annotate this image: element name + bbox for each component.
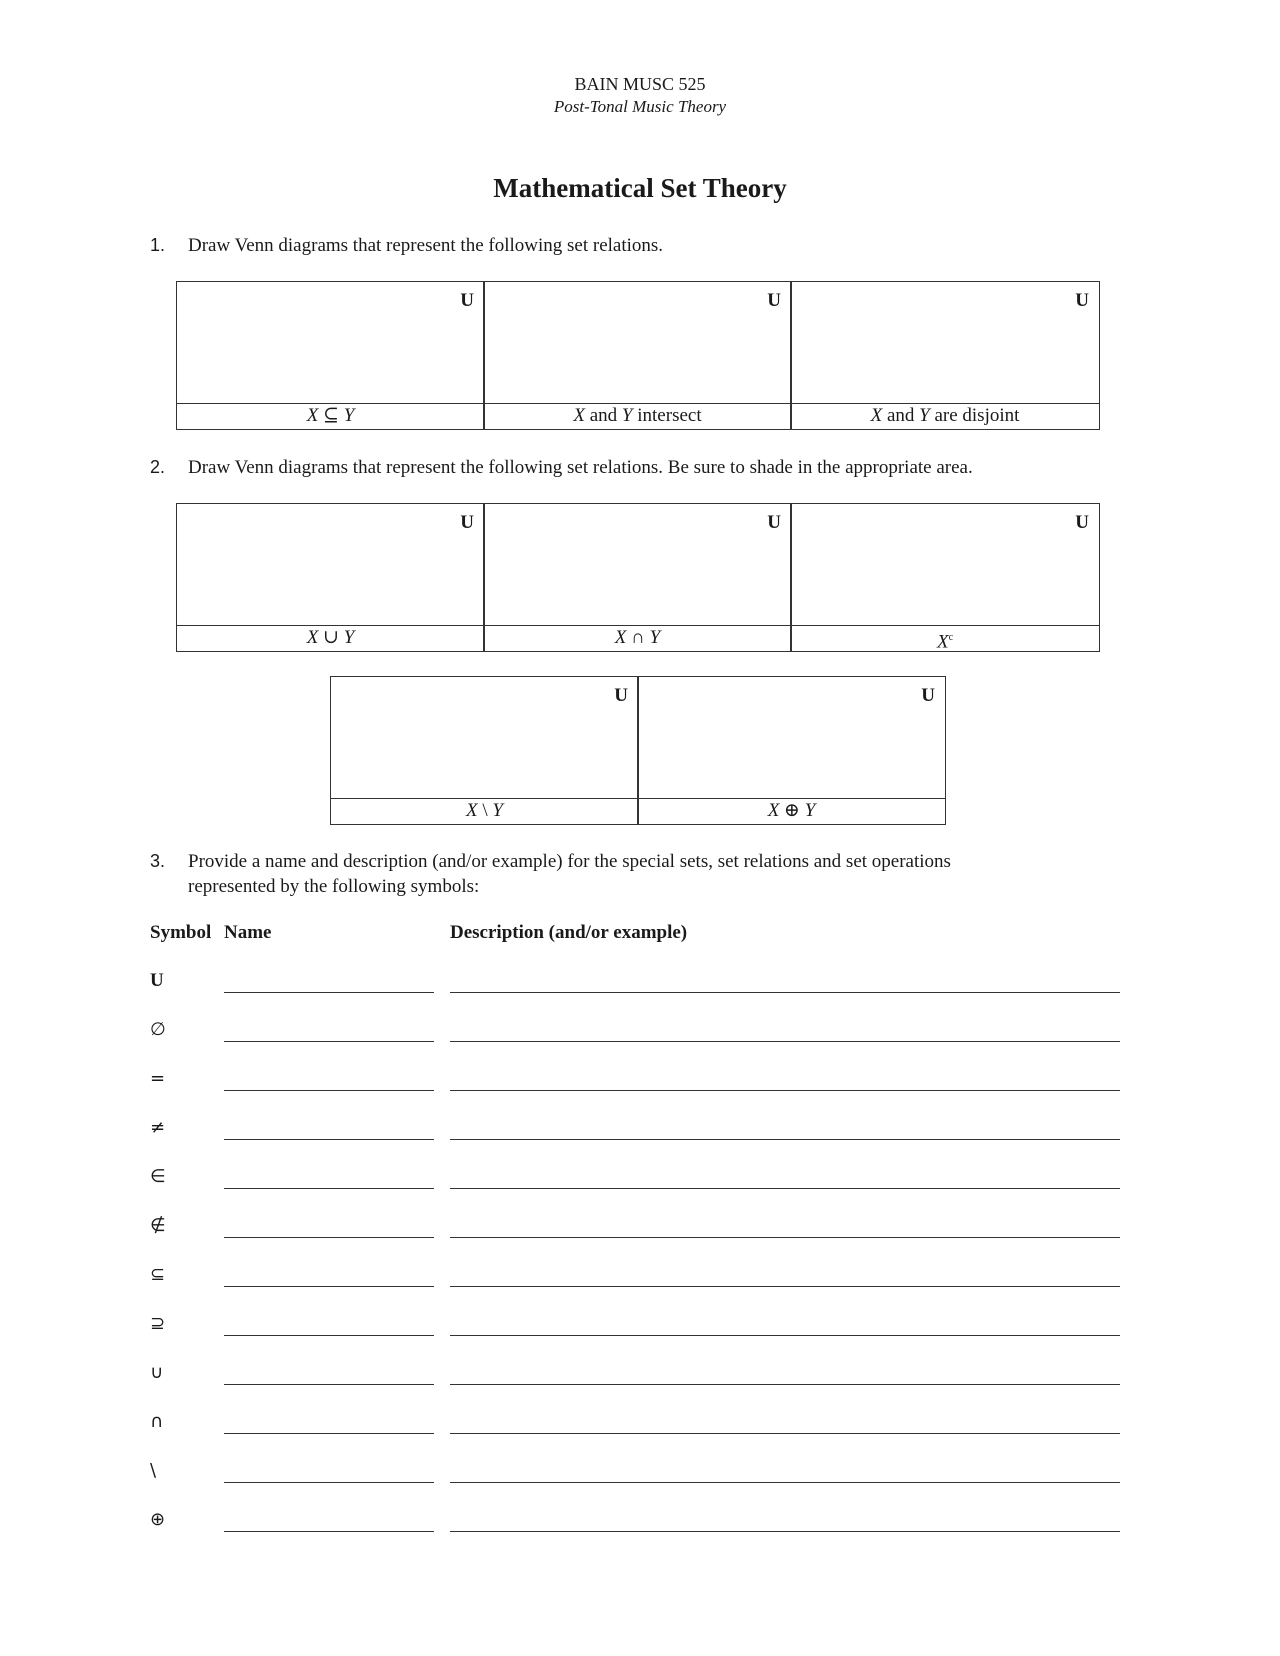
question-3-text-line2: represented by the following symbols:	[188, 876, 480, 897]
venn-box-complement[interactable]	[790, 503, 1100, 652]
name-answer-line[interactable]	[224, 1041, 434, 1042]
name-answer-line[interactable]	[224, 1286, 434, 1287]
universe-label: U	[1075, 512, 1089, 533]
venn-caption: X ∪ Y	[177, 625, 484, 651]
symbol-cell: ∅	[150, 1019, 166, 1040]
question-1-number: 1.	[150, 235, 166, 255]
name-answer-line[interactable]	[224, 1237, 434, 1238]
description-answer-line[interactable]	[450, 1090, 1120, 1091]
description-answer-line[interactable]	[450, 1433, 1120, 1434]
question-1-text: Draw Venn diagrams that represent the following set relations.	[188, 235, 664, 256]
symbol-cell: ∩	[150, 1411, 164, 1432]
symbol-cell: =	[150, 1068, 166, 1089]
name-answer-line[interactable]	[224, 1090, 434, 1091]
venn-caption: X and Y intersect	[484, 403, 791, 429]
column-header-symbol: Symbol	[150, 922, 212, 943]
venn-caption: $X^c$	[791, 625, 1099, 651]
universe-label: U	[614, 685, 628, 706]
name-answer-line[interactable]	[224, 1335, 434, 1336]
description-answer-line[interactable]	[450, 1384, 1120, 1385]
column-header-description: Description (and/or example)	[450, 922, 688, 943]
question-2-number: 2.	[150, 457, 166, 477]
description-answer-line[interactable]	[450, 1286, 1120, 1287]
universe-label: U	[921, 685, 935, 706]
course-subtitle: Post-Tonal Music Theory	[553, 97, 727, 116]
venn-caption: X ⊆ Y	[177, 403, 484, 429]
symbol-cell: ⊇	[150, 1313, 166, 1334]
venn-box-symmetric-difference[interactable]	[637, 676, 946, 825]
symbol-cell: \	[150, 1460, 157, 1481]
venn-caption: X and Y are disjoint	[791, 403, 1099, 429]
course-code: BAIN MUSC 525	[574, 74, 706, 94]
name-answer-line[interactable]	[224, 1433, 434, 1434]
name-answer-line[interactable]	[224, 1384, 434, 1385]
universe-label: U	[767, 290, 781, 311]
column-header-name: Name	[224, 922, 272, 943]
page-title: Mathematical Set Theory	[493, 173, 787, 203]
name-answer-line[interactable]	[224, 992, 434, 993]
name-answer-line[interactable]	[224, 1139, 434, 1140]
symbol-cell: ⊆	[150, 1264, 166, 1285]
description-answer-line[interactable]	[450, 1482, 1120, 1483]
venn-box-difference[interactable]	[330, 676, 639, 825]
venn-box-intersect[interactable]	[483, 281, 792, 430]
venn-caption: X ∩ Y	[484, 625, 791, 651]
description-answer-line[interactable]	[450, 1041, 1120, 1042]
question-3-text-line1: Provide a name and description (and/or example) for the special sets, set relations and set operations	[188, 851, 951, 872]
description-answer-line[interactable]	[450, 1188, 1120, 1189]
description-answer-line[interactable]	[450, 1237, 1120, 1238]
symbol-cell: ∈	[150, 1166, 166, 1187]
description-answer-line[interactable]	[450, 1335, 1120, 1336]
universe-label: U	[460, 290, 474, 311]
name-answer-line[interactable]	[224, 1482, 434, 1483]
symbol-cell: ⊕	[150, 1509, 166, 1530]
universe-label: U	[460, 512, 474, 533]
venn-caption: X \ Y	[331, 798, 638, 824]
name-answer-line[interactable]	[224, 1188, 434, 1189]
universe-label: U	[767, 512, 781, 533]
venn-box-disjoint[interactable]	[790, 281, 1100, 430]
venn-caption: X ⊕ Y	[638, 798, 945, 824]
symbol-cell: ∉	[150, 1215, 166, 1236]
symbol-cell: ≠	[150, 1117, 166, 1138]
description-answer-line[interactable]	[450, 992, 1120, 993]
description-answer-line[interactable]	[450, 1531, 1120, 1532]
venn-box-union[interactable]	[176, 503, 485, 652]
question-2-text: Draw Venn diagrams that represent the following set relations. Be sure to shade in the appropriate area.	[188, 457, 973, 478]
universe-label: U	[1075, 290, 1089, 311]
name-answer-line[interactable]	[224, 1531, 434, 1532]
symbol-cell: U	[150, 970, 164, 991]
venn-box-intersection[interactable]	[483, 503, 792, 652]
description-answer-line[interactable]	[450, 1139, 1120, 1140]
venn-box-subset[interactable]	[176, 281, 485, 430]
question-3-number: 3.	[150, 851, 166, 871]
symbol-cell: ∪	[150, 1362, 164, 1383]
